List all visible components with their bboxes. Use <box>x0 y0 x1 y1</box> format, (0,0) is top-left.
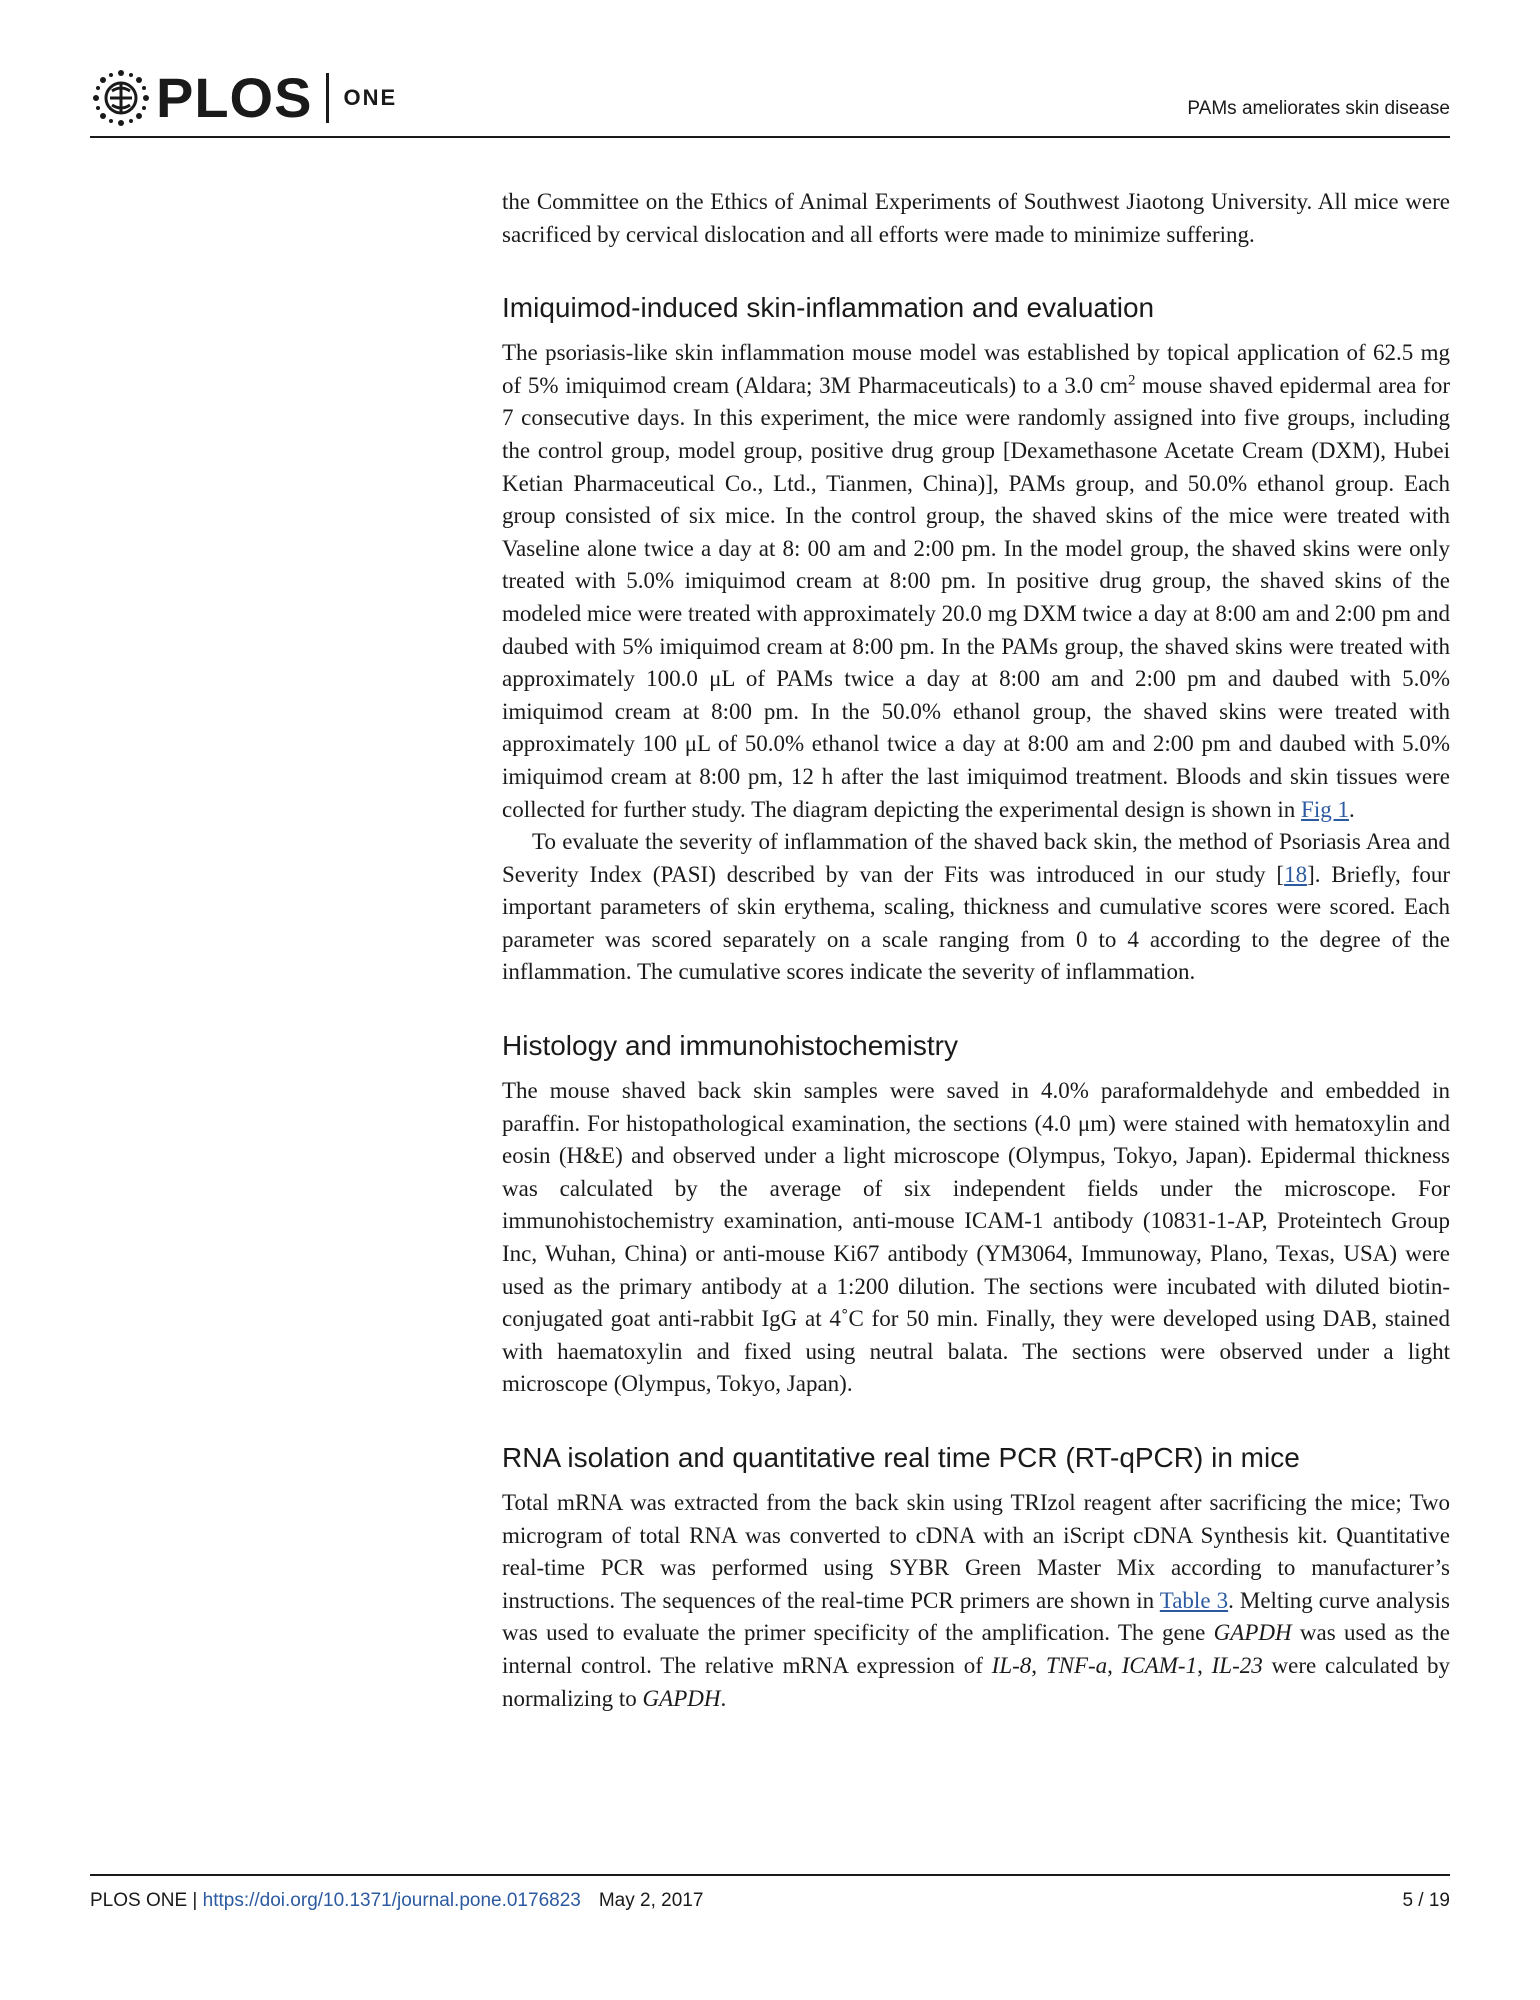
gene-name: GAPDH <box>1213 1620 1292 1646</box>
text-span: . <box>720 1685 727 1711</box>
section-heading-imiquimod: Imiquimod-induced skin-inflammation and evaluation <box>502 292 1155 324</box>
gene-name: GAPDH <box>642 1685 721 1711</box>
plos-one-logo[interactable] <box>90 66 397 130</box>
citation-link-18[interactable]: 18 <box>1284 861 1308 887</box>
text-span: . Melting curve analysis was used to evaluate the primer specificity of the amplification. The gene <box>502 1587 1450 1646</box>
page-footer <box>90 1890 1450 1920</box>
gene-name: ICAM-1 <box>1121 1652 1198 1678</box>
footer-date: May 2, 2017 <box>598 1890 704 1911</box>
text-span: To evaluate the severity of inflammation of the shaved back skin, the method of Psoriasis Area and Severity Index (PASI) described by van der Fits was introduced in our study [ <box>502 829 1450 887</box>
paragraph-model <box>502 337 1450 826</box>
plos-sunburst-icon <box>90 67 152 129</box>
footer-journal: PLOS ONE | <box>90 1890 203 1911</box>
section-heading-rna: RNA isolation and quantitative real time PCR (RT-qPCR) in mice <box>502 1442 1300 1473</box>
superscript: 2 <box>1127 372 1136 389</box>
logo-journal-text: ONE <box>343 85 398 110</box>
text-span: were calculated by normalizing to <box>502 1652 1451 1711</box>
text-span: . <box>1348 796 1355 822</box>
page-number: 5 / 19 <box>1402 1890 1450 1911</box>
logo-plos-text: PLOS <box>156 66 313 129</box>
paragraph-rna <box>502 1487 1450 1715</box>
text-span: was used as the internal control. The relative mRNA expression of <box>502 1620 1451 1678</box>
footer-rule <box>90 1874 1450 1876</box>
logo-divider <box>326 73 329 123</box>
doi-link[interactable]: https://doi.org/10.1371/journal.pone.0176823 <box>202 1890 581 1911</box>
gene-name: IL-23 <box>1211 1652 1263 1678</box>
gene-name: IL-8 <box>991 1652 1032 1678</box>
header-rule <box>90 136 1450 138</box>
fig1-link[interactable]: Fig 1 <box>1301 796 1349 822</box>
text-span: , <box>1031 1652 1046 1678</box>
continued-paragraph: the Committee on the Ethics of Animal Experiments of Southwest Jiaotong University. All mice were sacrificed by cervical dislocation and all efforts were made to minimize suffering. <box>502 189 1450 247</box>
gene-name: TNF-a <box>1045 1652 1108 1678</box>
table3-link[interactable]: Table 3 <box>1159 1587 1229 1613</box>
text-span: , <box>1197 1652 1212 1678</box>
footer-citation <box>90 1890 703 1912</box>
running-head: PAMs ameliorates skin disease <box>1187 98 1450 119</box>
section-heading-histology: Histology and immunohistochemistry <box>502 1030 958 1062</box>
text-span: ]. Briefly, four important parameters of skin erythema, scaling, thickness and cumulative scores were scored. Each parameter was scored separately on a scale ranging from 0 to 4 according to the degree of the inflammation. The cumulative scores indicate the severity of inflammation. <box>502 861 1450 985</box>
paragraph-pasi <box>502 826 1450 989</box>
article-body <box>502 186 1450 1715</box>
text-span: The psoriasis-like skin inflammation mouse model was established by topical application of 62.5 mg of 5% imiquimod cream (Aldara; 3M Pharmaceuticals) to a 3.0 cm <box>502 340 1450 398</box>
text-span: , <box>1107 1652 1122 1678</box>
page-header <box>90 66 1450 140</box>
text-span: Total mRNA was extracted from the back skin using TRIzol reagent after sacrificing the mice; Two microgram of total RNA was converted to cDNA with an iScript cDNA Synthesis kit. Quantitative real-time PCR was performed using SYBR Green Master Mix according to manufacturer’s instructions. The sequences of the real-time PCR primers are shown in <box>502 1490 1450 1613</box>
paragraph-histology: The mouse shaved back skin samples were saved in 4.0% paraformaldehyde and embedded in paraffin. For histopathological examination, the sections (4.0 μm) were stained with hematoxylin and eosin (H&E) and observed under a light microscope (Olympus, Tokyo, Japan). Epidermal thickness was calculated by the average of six independent fields under the microscope. For immunohistochemistry examination, anti-mouse ICAM-1 antibody (10831-1-AP, Proteintech Group Inc, Wuhan, China) or anti-mouse Ki67 antibody (YM3064, Immunoway, Plano, Texas, USA) were used as the primary antibody at a 1:200 dilution. The sections were incubated with diluted biotin-conjugated goat anti-rabbit IgG at 4˚C for 50 min. Finally, they were developed using DAB, stained with haematoxylin and fixed using neutral balata. The sections were observed under a light microscope (Olympus, Tokyo, Japan). <box>502 1078 1450 1397</box>
text-span: mouse shaved epidermal area for 7 consecutive days. In this experiment, the mice were randomly assigned into five groups, including the control group, model group, positive drug group [Dexamethasone Acetate Cream (DXM), Hubei Ketian Pharmaceutical Co., Ltd., Tianmen, China)], PAMs group, and 50.0% ethanol group. Each group consisted of six mice. In the control group, the shaved skins of the mice were treated with Vaseline alone twice a day at 8: 00 am and 2:00 pm. In the model group, the shaved skins were only treated with 5.0% imiquimod cream at 8:00 pm. In positive drug group, the shaved skins of the modeled mice were treated with approximately 20.0 mg DXM twice a day at 8:00 am and 2:00 pm and daubed with 5% imiquimod cream at 8:00 pm. In the PAMs group, the shaved skins were treated with approximately 100.0 μL of PAMs twice a day at 8:00 am and 2:00 pm and daubed with 5.0% imiquimod cream at 8:00 pm. In the 50.0% ethanol group, the shaved skins were treated with approximately 100 μL of 50.0% ethanol twice a day at 8:00 am and 2:00 pm and daubed with 5.0% imiquimod cream at 8:00 pm, 12 h after the last imiquimod treatment. Bloods and skin tissues were collected for further study. The diagram depicting the experimental design is shown in <box>502 372 1451 822</box>
